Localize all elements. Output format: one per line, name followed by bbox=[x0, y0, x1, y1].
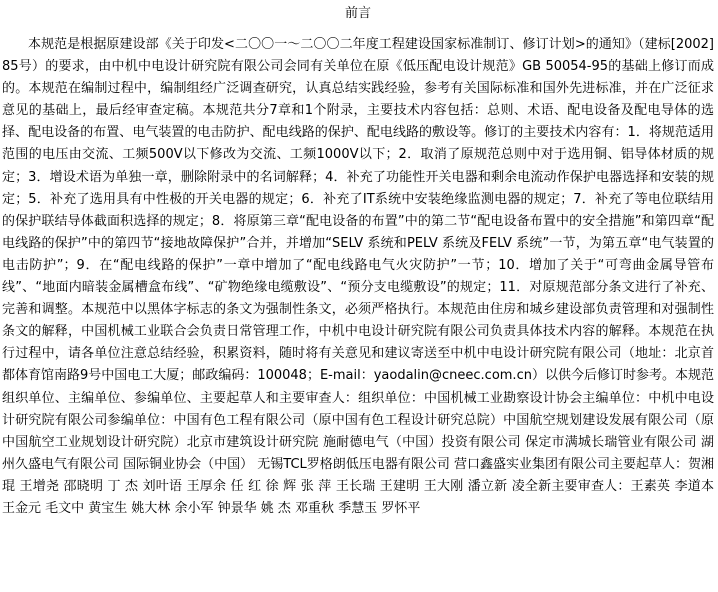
page-title: 前言 bbox=[344, 6, 371, 21]
body-paragraph: 本规范是根据原建设部《关于印发<二〇〇一～二〇〇二年度工程建设国家标准制订、修订计划>的通知》（建标[2002]85号）的要求，由中机中电设计研究院有限公司会同有关单位在原《低压配电设计规范》GB 50054-95的基础上修订而成的。本规范在编制过程中，编制组经广泛调查研究，认真总结实践经验，参考有关国际标准和国外先进标准，并在广泛征求意见的基础上，最后经审查定稿。本规范共分7章和1个附录，主要技术内容包括：总则、术语、配电设备及配电导体的选择、配电设备的布置、电气装置的电击防护、配电线路的保护、配电线路的敷设等。修订的主要技术内容有：1．将规范适用范围的电压由交流、工频500V以下修改为交流、工频1000V以下；2．取消了原规范总则中对于选用铜、铝导体材质的规定；3．增设术语为单独一章，删除附录中的名词解释；4．补充了功能性开关电器和剩余电流动作保护电器选择和安装的规定；5．补充了选用具有中性极的开关电器的规定；6．补充了IT系统中安装绝缘监测电器的规定；7．补充了等电位联结用的保护联结导体截面积选择的规定；8．将原第三章“配电设备的布置”中的第二节“配电设备布置中的安全措施”和第四章“配电线路的保护”中的第四节“接地故障保护”合并，并增加“SELV 系统和PELV 系统及FELV 系统”一节，为第五章“电气装置的电击防护”；9．在“配电线路的保护”一章中增加了“配电线路电气火灾防护”一节；10．增加了关于“可弯曲金属导管布线”、“地面内暗装金属槽盒布线”、“矿物绝缘电缆敷设”、“预分支电缆敷设”的规定；11．对原规范部分条文进行了补充、完善和调整。本规范中以黑体字标志的条文为强制性条文，必须严格执行。本规范由住房和城乡建设部负责管理和对强制性条文的解释，中国机械工业联合会负责日常管理工作，中机中电设计研究院有限公司负责具体技术内容的解释。本规范在执行过程中，请各单位注意总结经验，积累资料，随时将有关意见和建议寄送至中机中电设计研究院有限公司（地址：北京首都体育馆南路9号中国电工大厦；邮政编码：100048；E-mail：yaodalin@cneec.com.cn）以供今后修订时参考。本规范组织单位、主编单位、参编单位、主要起草人和主要审查人：组织单位：中国机械工业勘察设计协会主编单位：中机中电设计研究院有限公司参编单位：中国有色工程有限公司（原中国有色工程设计研究总院）中国航空规划建设发展有限公司（原中国航空工业规划设计研究院）北京市建筑设计研究院 施耐德电气（中国）投资有限公司 保定市满城长瑞管业有限公司 湖州久盛电气有限公司 国际铜业协会（中国） 无锡TCL罗格朗低压电器有限公司 营口鑫盛实业集团有限公司主要起草人：贺湘琨 王增尧 邵晓明 丁 杰 刘叶语 王厚余 任 红 徐 辉 张 萍 王长瑞 王建明 王大刚 潘立新 凌全新主要审查人：王素英 李道本 王金元 毛文中 黄宝生 姚大林 余小军 钟景华 姚 杰 邓重秋 季慧玉 罗怀平 bbox=[2, 37, 714, 516]
